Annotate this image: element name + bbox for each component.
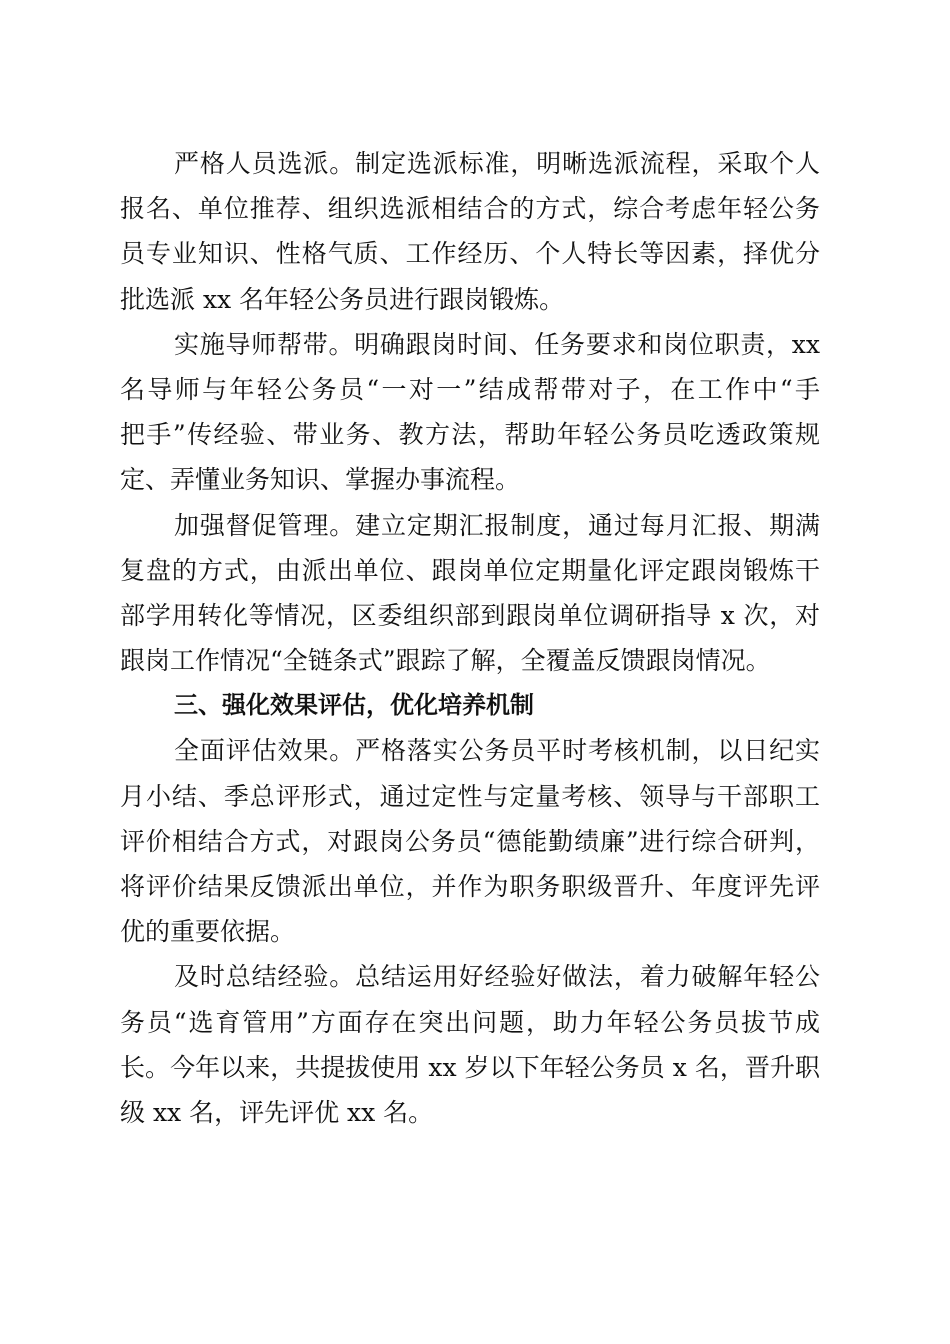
text-line: 名导师与年轻公务员“一对一”结成帮带对子，在工作中“手	[120, 374, 820, 404]
document-body	[120, 141, 820, 1135]
section-heading: 三、强化效果评估，优化培养机制	[174, 691, 534, 720]
text-line: 复盘的方式，由派出单位、跟岗单位定期量化评定跟岗锻炼干	[120, 555, 820, 585]
paragraph-evaluation	[120, 728, 820, 954]
text-line: 优的重要依据。	[120, 917, 296, 947]
paragraph-summary	[120, 954, 820, 1135]
paragraph-mentor-guidance	[120, 322, 820, 503]
text-line: 定、弄懂业务知识、掌握办事流程。	[120, 465, 521, 495]
text-line: 实施导师帮带。明确跟岗时间、任务要求和岗位职责，xx	[174, 329, 820, 359]
text-line: 评价相结合方式，对跟岗公务员“德能勤绩廉”进行综合研判，	[120, 826, 820, 856]
text-line: 部学用转化等情况，区委组织部到跟岗单位调研指导 x 次，对	[120, 600, 820, 630]
text-line: 及时总结经验。总结运用好经验好做法，着力破解年轻公	[174, 962, 820, 992]
text-line: 报名、单位推荐、组织选派相结合的方式，综合考虑年轻公务	[120, 194, 820, 224]
text-line: 全面评估效果。严格落实公务员平时考核机制，以日纪实	[174, 736, 820, 766]
text-line: 长。今年以来，共提拔使用 xx 岁以下年轻公务员 x 名，晋升职	[120, 1052, 820, 1082]
text-line: 务员“选育管用”方面存在突出问题，助力年轻公务员拔节成	[120, 1007, 820, 1037]
text-line: 严格人员选派。制定选派标准，明晰选派流程，采取个人	[174, 149, 820, 178]
paragraph-strict-selection	[120, 141, 820, 322]
text-line: 级 xx 名，评先评优 xx 名。	[120, 1097, 434, 1127]
paragraph-supervision	[120, 503, 820, 684]
text-line: 把手”传经验、带业务、教方法，帮助年轻公务员吃透政策规	[120, 420, 820, 450]
text-line: 将评价结果反馈派出单位，并作为职务职级晋升、年度评先评	[120, 872, 820, 901]
text-line: 月小结、季总评形式，通过定性与定量考核、领导与干部职工	[120, 781, 820, 811]
text-line: 加强督促管理。建立定期汇报制度，通过每月汇报、期满	[174, 510, 820, 540]
text-line: 批选派 xx 名年轻公务员进行跟岗锻炼。	[120, 284, 565, 314]
text-line: 跟岗工作情况“全链条式”跟踪了解，全覆盖反馈跟岗情况。	[120, 646, 771, 676]
text-line: 员专业知识、性格气质、工作经历、个人特长等因素，择优分	[120, 239, 820, 269]
